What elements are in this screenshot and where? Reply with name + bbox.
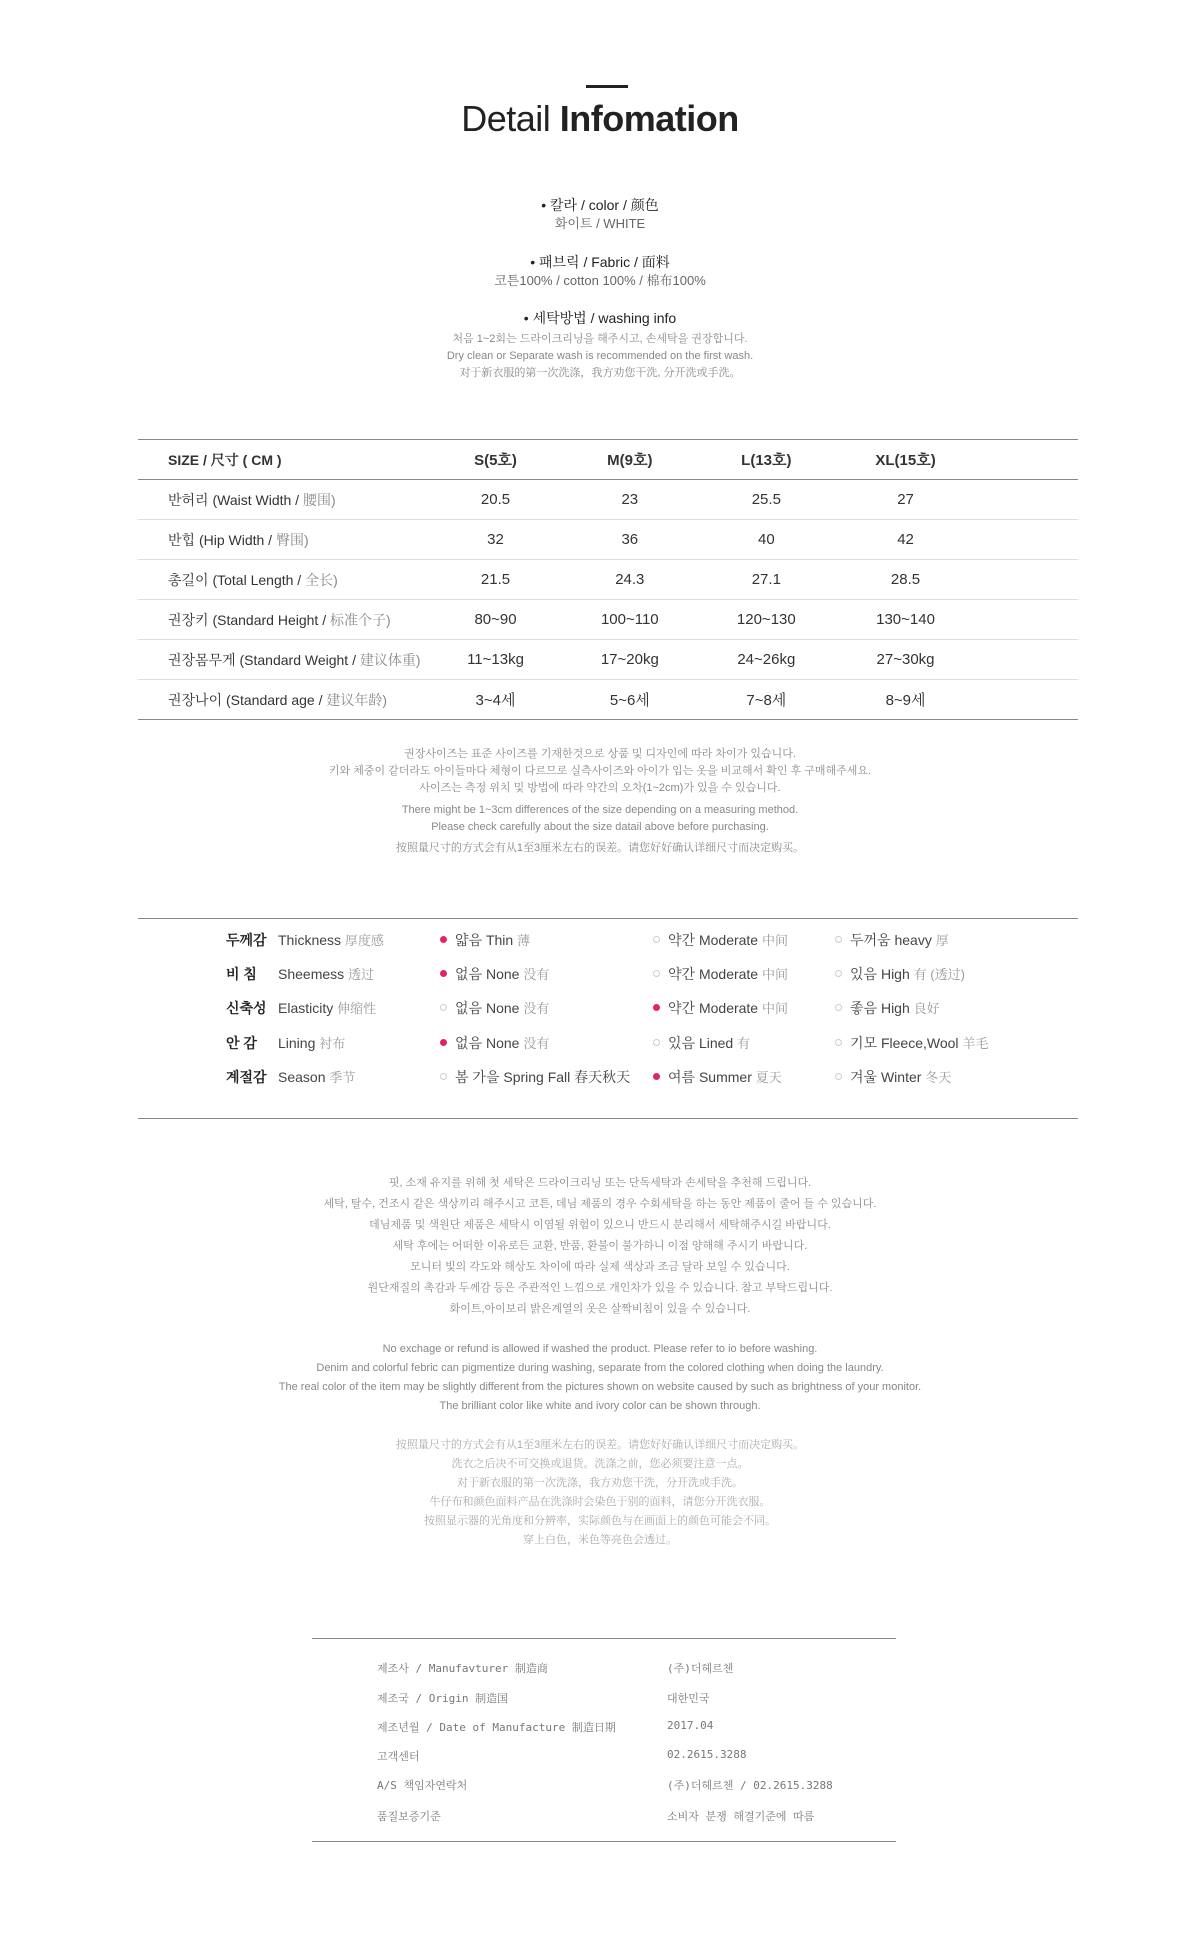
attribute-row-elasticity	[138, 998, 1078, 1018]
option-cn: 厚	[935, 933, 949, 948]
attribute-row-lining	[138, 1033, 1078, 1053]
option-ko: 있음	[668, 1035, 696, 1051]
table-cell: 3~4세	[429, 680, 562, 720]
option-moderate	[653, 998, 788, 1018]
mfg-value: 대한민국	[667, 1692, 710, 1705]
table-cell: 120~130	[698, 600, 835, 640]
size-table-header	[138, 440, 1078, 480]
table-cell-spacer	[976, 480, 1078, 520]
unselected-dot-icon	[835, 970, 842, 977]
selected-dot-icon	[653, 1073, 660, 1080]
option-ko: 겨울	[850, 1069, 878, 1085]
option-en: Spring Fall	[503, 1069, 571, 1085]
row-label-cn: 建议年龄)	[326, 691, 388, 708]
attribute-row-sheerness	[138, 964, 1078, 984]
divider	[312, 1638, 896, 1639]
option-ko: 없음	[455, 1035, 483, 1051]
care-line: 원단재질의 촉감과 두께감 등은 주관적인 느낌으로 개인차가 있을 수 있습니다. 참고 부탁드립니다.	[367, 1282, 833, 1294]
option-heavy	[835, 930, 949, 950]
option-high	[835, 964, 965, 984]
table-cell: 5~6세	[562, 680, 698, 720]
attribute-cn: 伸缩性	[337, 1001, 377, 1016]
option-cn: 羊毛	[962, 1036, 989, 1051]
page-title	[0, 98, 1200, 140]
row-label	[138, 520, 429, 560]
fabric-label: • 패브릭 / Fabric / 面料	[530, 254, 670, 270]
table-cell-spacer	[976, 680, 1078, 720]
option-en: Lined	[698, 1035, 734, 1051]
size-notes	[0, 746, 1200, 857]
option-cn: 中间	[762, 967, 789, 982]
table-cell: 27~30kg	[835, 640, 976, 680]
option-ko: 약간	[668, 1000, 696, 1016]
selected-dot-icon	[440, 970, 447, 977]
attribute-ko: 비 침	[226, 966, 257, 982]
option-en: High	[880, 1000, 910, 1016]
attribute-en	[278, 964, 374, 983]
option-spring-fall	[440, 1067, 630, 1087]
option-winter	[835, 1067, 951, 1087]
mfg-value: 02.2615.3288	[667, 1748, 747, 1761]
option-en: Moderate	[698, 1000, 759, 1016]
option-en: None	[485, 966, 520, 982]
size-header-label: SIZE / 尺寸 ( CM )	[138, 440, 429, 480]
row-label-cn: 标准个子)	[329, 611, 391, 628]
care-line: The brilliant color like white and ivory color can be shown through.	[439, 1400, 761, 1412]
care-line: 对于新衣服的第一次洗涤，我方劝您干洗，分开洗或手洗。	[457, 1477, 743, 1489]
option-cn: 冬天	[925, 1070, 952, 1085]
option-ko: 봄 가을	[455, 1069, 500, 1085]
divider	[138, 1118, 1078, 1119]
table-cell: 21.5	[429, 560, 562, 600]
care-line: 모니터 빛의 각도와 해상도 차이에 따라 실제 색상과 조금 달라 보일 수 있습니다.	[410, 1261, 790, 1273]
attribute-row-season	[138, 1067, 1078, 1087]
table-cell: 130~140	[835, 600, 976, 640]
table-cell: 7~8세	[698, 680, 835, 720]
option-cn: 薄	[517, 933, 531, 948]
care-line: No exchage or refund is allowed if washed the product. Please refer to io before washing.	[382, 1343, 818, 1355]
table-cell: 20.5	[429, 480, 562, 520]
title-light: Detail	[461, 98, 560, 139]
option-thin	[440, 930, 530, 950]
option-none	[440, 998, 549, 1018]
care-line: The real color of the item may be slightly different from the pictures shown on website caused by such as brightness of your monitor.	[278, 1381, 922, 1393]
attribute-cn: 厚度感	[344, 933, 384, 948]
care-line: 화이트,아이보리 밝은계열의 옷은 살짝비침이 있을 수 있습니다.	[449, 1303, 751, 1315]
care-line: 牛仔布和颜色面料产品在洗涤时会染色于别的面料，请您分开洗衣服。	[429, 1496, 771, 1508]
table-cell: 100~110	[562, 600, 698, 640]
table-row	[138, 600, 1078, 640]
table-cell: 27	[835, 480, 976, 520]
title-bold: Infomation	[559, 98, 739, 139]
option-none	[440, 1033, 549, 1053]
option-en: High	[880, 966, 910, 982]
care-line: Denim and colorful febric can pigmentize during washing, separate from the colored clothing when doing the laundry.	[316, 1362, 884, 1374]
mfg-value: (주)더헤르첸 / 02.2615.3288	[667, 1779, 833, 1792]
selected-dot-icon	[440, 936, 447, 943]
row-label-ko: 반허리 (Waist Width /	[168, 491, 303, 508]
selected-dot-icon	[440, 1039, 447, 1046]
option-en: heavy	[894, 932, 932, 948]
option-ko: 여름	[668, 1069, 696, 1085]
table-cell-spacer	[976, 600, 1078, 640]
table-cell: 24.3	[562, 560, 698, 600]
option-ko: 없음	[455, 966, 483, 982]
unselected-dot-icon	[440, 1073, 447, 1080]
title-accent-bar	[586, 85, 628, 88]
attribute-cn: 透过	[348, 967, 375, 982]
table-cell: 25.5	[698, 480, 835, 520]
attribute-ko: 신축성	[226, 1000, 267, 1016]
option-en: None	[485, 1000, 520, 1016]
selected-dot-icon	[653, 1004, 660, 1011]
attribute-row-thickness	[138, 930, 1078, 950]
attribute-en-text: Elasticity	[278, 1000, 338, 1016]
option-en: Summer	[698, 1069, 752, 1085]
option-en: Thin	[485, 932, 514, 948]
table-cell: 80~90	[429, 600, 562, 640]
washing-label: • 세탁방법 / washing info	[523, 310, 677, 326]
row-label	[138, 480, 429, 520]
table-cell: 11~13kg	[429, 640, 562, 680]
option-cn: 没有	[523, 967, 550, 982]
option-en: Winter	[880, 1069, 922, 1085]
divider	[312, 1841, 896, 1842]
attribute-ko: 안 감	[226, 1035, 257, 1051]
size-note-ko: 키와 체중이 같더라도 아이들마다 체형이 다르므로 실측사이즈와 아이가 입는 옷을 비교해서 확인 후 구매해주세요.	[328, 765, 872, 777]
care-line: 핏, 소재 유지를 위해 첫 세탁은 드라이크리닝 또는 단독세탁과 손세탁을 추천해 드립니다.	[388, 1177, 812, 1189]
care-notes-cn	[0, 1436, 1200, 1550]
table-cell: 32	[429, 520, 562, 560]
row-label-cn: 建议体重)	[359, 651, 421, 668]
attribute-en-text: Thickness	[278, 932, 345, 948]
fabric-value: 코튼100% / cotton 100% / 棉布100%	[494, 273, 706, 288]
row-label-cn: 臀围)	[275, 531, 309, 548]
care-line: 按照量尺寸的方式会有从1至3厘米左右的误差。请您好好确认详细尺寸而决定购买。	[395, 1439, 805, 1451]
attribute-en	[278, 1033, 345, 1052]
washing-line: 처음 1~2회는 드라이크리닝을 해주시고, 손세탁을 권장합니다.	[452, 333, 748, 345]
option-ko: 약간	[668, 966, 696, 982]
option-cn: 良好	[913, 1001, 940, 1016]
unselected-dot-icon	[835, 936, 842, 943]
table-cell: 24~26kg	[698, 640, 835, 680]
table-row	[138, 640, 1078, 680]
unselected-dot-icon	[835, 1039, 842, 1046]
row-label-ko: 권장키 (Standard Height /	[168, 611, 330, 628]
care-line: 데님제품 및 색원단 제품은 세탁시 이염될 위험이 있으니 반드시 분리해서 세탁해주시길 바랍니다.	[369, 1219, 831, 1231]
option-cn: 没有	[523, 1036, 550, 1051]
option-cn: 没有	[523, 1001, 550, 1016]
option-en: Moderate	[698, 966, 759, 982]
table-cell: 42	[835, 520, 976, 560]
table-cell: 28.5	[835, 560, 976, 600]
size-note-ko: 사이즈는 측정 위치 및 방법에 따라 약간의 오차(1~2cm)가 있을 수 있습니다.	[419, 782, 781, 794]
option-ko: 기모	[850, 1035, 878, 1051]
row-label	[138, 680, 429, 720]
option-cn: 有 (透过)	[913, 967, 965, 982]
care-notes-en	[0, 1340, 1200, 1416]
option-moderate	[653, 930, 788, 950]
option-cn: 有	[737, 1036, 751, 1051]
care-line: 按照显示器的光角度和分辨率，实际颜色与在画面上的颜色可能会不同。	[424, 1515, 776, 1527]
option-fleece	[835, 1033, 988, 1053]
mfg-value: 2017.04	[667, 1719, 714, 1732]
color-label: • 칼라 / color / 颜色	[541, 197, 659, 213]
table-cell: 23	[562, 480, 698, 520]
option-ko: 있음	[850, 966, 878, 982]
care-notes-ko	[0, 1173, 1200, 1320]
table-row	[138, 520, 1078, 560]
attribute-en-text: Season	[278, 1069, 330, 1085]
option-moderate	[653, 964, 788, 984]
washing-line: 对于新衣服的第一次洗涤，我方劝您干洗, 分开洗或手洗。	[459, 367, 741, 379]
option-ko: 두꺼움	[850, 932, 891, 948]
care-line: 세탁 후에는 어떠한 이유로든 교환, 반품, 환불이 불가하니 이점 양해해 주시기 바랍니다.	[392, 1240, 808, 1252]
attribute-en-text: Sheemess	[278, 966, 349, 982]
attribute-ko: 두께감	[226, 932, 267, 948]
option-cn: 夏天	[755, 1070, 782, 1085]
attribute-ko: 계절감	[226, 1069, 267, 1085]
table-cell: 40	[698, 520, 835, 560]
washing-line: Dry clean or Separate wash is recommended on the first wash.	[446, 350, 754, 362]
attribute-cn: 季节	[329, 1070, 356, 1085]
option-lined	[653, 1033, 750, 1053]
mfg-value: (주)더헤르첸	[667, 1662, 734, 1675]
row-label-ko: 권장나이 (Standard age /	[168, 691, 327, 708]
option-none	[440, 964, 549, 984]
washing-info	[0, 308, 1200, 382]
size-header-s: S(5호)	[429, 440, 562, 480]
table-row	[138, 480, 1078, 520]
mfg-key: 제조사 / Manufavturer 制造商	[377, 1662, 548, 1675]
row-label	[138, 640, 429, 680]
attribute-en	[278, 1067, 355, 1086]
option-ko: 얇음	[455, 932, 483, 948]
size-note-en: Please check carefully about the size datail above before purchasing.	[431, 821, 769, 833]
table-cell: 17~20kg	[562, 640, 698, 680]
size-note-ko: 권장사이즈는 표준 사이즈를 기재한것으로 상품 및 디자인에 따라 차이가 있습니다.	[404, 748, 796, 760]
table-row	[138, 680, 1078, 720]
row-label-cn: 腰围)	[302, 491, 336, 508]
color-value: 화이트 / WHITE	[554, 216, 646, 231]
size-header-spacer	[976, 440, 1078, 480]
option-summer	[653, 1067, 782, 1087]
option-en: Fleece,Wool	[880, 1035, 959, 1051]
row-label	[138, 560, 429, 600]
care-line: 세탁, 탈수, 건조시 같은 색상끼리 해주시고 코튼, 데님 제품의 경우 수회세탁을 하는 동안 제품이 줄어 들 수 있습니다.	[323, 1198, 877, 1210]
attribute-en-text: Lining	[278, 1035, 320, 1051]
attribute-en	[278, 998, 376, 1017]
table-row	[138, 560, 1078, 600]
option-en: Moderate	[698, 932, 759, 948]
table-cell-spacer	[976, 560, 1078, 600]
care-line: 洗衣之后决不可交换或退货。洗涤之前，您必须要注意一点。	[451, 1458, 749, 1470]
size-header-l: L(13호)	[698, 440, 835, 480]
option-ko: 없음	[455, 1000, 483, 1016]
attribute-cn: 衬布	[319, 1036, 346, 1051]
attribute-en	[278, 930, 384, 949]
mfg-key: 제조국 / Origin 制造国	[377, 1692, 509, 1705]
row-label-cn: 全长)	[305, 571, 338, 588]
size-header-xl: XL(15호)	[835, 440, 976, 480]
unselected-dot-icon	[653, 970, 660, 977]
unselected-dot-icon	[835, 1073, 842, 1080]
row-label-ko: 반힙 (Hip Width /	[168, 531, 276, 548]
row-label-ko: 권장몸무게 (Standard Weight /	[168, 651, 360, 668]
option-ko: 약간	[668, 932, 696, 948]
table-cell-spacer	[976, 640, 1078, 680]
row-label	[138, 600, 429, 640]
care-line: 穿上白色，米色等亮色会透过。	[523, 1534, 677, 1546]
unselected-dot-icon	[835, 1004, 842, 1011]
option-en: None	[485, 1035, 520, 1051]
color-info	[0, 195, 1200, 233]
mfg-key: A/S 책임자연락처	[377, 1779, 468, 1792]
divider	[138, 918, 1078, 919]
unselected-dot-icon	[653, 1039, 660, 1046]
table-cell: 36	[562, 520, 698, 560]
fabric-info	[0, 252, 1200, 290]
option-cn: 中间	[762, 1001, 789, 1016]
table-cell-spacer	[976, 520, 1078, 560]
option-cn: 春天秋天	[574, 1069, 631, 1085]
table-cell: 8~9세	[835, 680, 976, 720]
option-cn: 中间	[762, 933, 789, 948]
size-note-cn: 按照量尺寸的方式会有从1至3厘米左右的误差。请您好好确认详细尺寸而决定购买。	[395, 842, 805, 854]
option-high	[835, 998, 940, 1018]
size-header-m: M(9호)	[562, 440, 698, 480]
mfg-key: 품질보증기준	[377, 1810, 441, 1823]
table-cell: 27.1	[698, 560, 835, 600]
size-table	[138, 439, 1078, 720]
unselected-dot-icon	[440, 1004, 447, 1011]
row-label-ko: 총길이 (Total Length /	[168, 571, 306, 588]
mfg-value: 소비자 분쟁 해결기준에 따름	[667, 1810, 815, 1823]
unselected-dot-icon	[653, 936, 660, 943]
mfg-key: 제조년월 / Date of Manufacture 制造日期	[377, 1721, 616, 1734]
mfg-key: 고객센터	[377, 1750, 420, 1763]
size-note-en: There might be 1~3cm differences of the size depending on a measuring method.	[401, 804, 799, 816]
option-ko: 좋음	[850, 1000, 878, 1016]
